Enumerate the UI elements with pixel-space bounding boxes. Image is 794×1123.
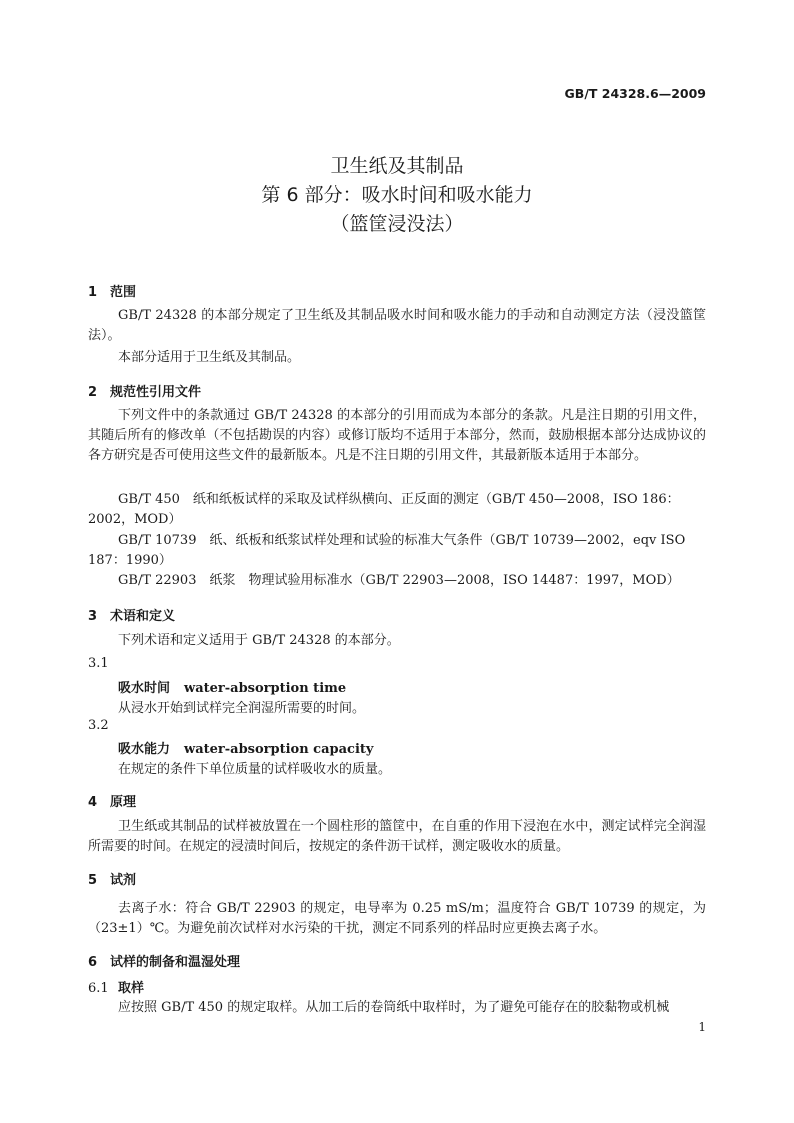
document-title — [0, 152, 794, 239]
reference-item: GB/T 10739 纸、纸板和纸浆试样处理和试验的标准大气条件（GB/T 10739—2002，eqv ISO 187：1990） — [88, 533, 686, 568]
section-number: 3 — [88, 609, 98, 624]
section-title: 术语和定义 — [110, 609, 176, 624]
section-title: 试剂 — [110, 873, 137, 888]
section-1-paragraph-1: GB/T 24328 的本部分规定了卫生纸及其制品吸水时间和吸水能力的手动和自动测定方法（浸没篮筐法）。 — [88, 308, 706, 343]
subsection-6-1-paragraph-1: 应按照 GB/T 450 的规定取样。从加工后的卷筒纸中取样时，为了避免可能存在的胶黏物或机械 — [118, 1000, 670, 1015]
section-1-paragraph-2: 本部分适用于卫生纸及其制品。 — [118, 350, 301, 365]
term-heading — [118, 738, 373, 757]
section-title: 试样的制备和温湿处理 — [110, 955, 241, 970]
subsection-number: 6.1 — [88, 981, 109, 996]
section-number: 1 — [88, 285, 98, 300]
title-line-3: （篮筐浸没法） — [330, 213, 464, 235]
section-5-paragraph-1: 去离子水：符合 GB/T 22903 的规定，电导率为 0.25 mS/m；温度符合 GB/T 10739 的规定，为（23±1）℃。为避免前次试样对水污染的干扰，测定不同系列的样品时应更换去离子水。 — [88, 901, 706, 936]
section-3-paragraph-1: 下列术语和定义适用于 GB/T 24328 的本部分。 — [118, 633, 400, 648]
term-english: water-absorption capacity — [184, 742, 374, 757]
standard-code: GB/T 24328.6—2009 — [564, 86, 706, 101]
reference-item: GB/T 450 纸和纸板试样的采取及试样纵横向、正反面的测定（GB/T 450—2008，ISO 186：2002，MOD） — [88, 492, 680, 527]
section-5-heading — [88, 869, 136, 888]
term-english: water-absorption time — [184, 681, 347, 696]
section-2-paragraph-1: 下列文件中的条款通过 GB/T 24328 的本部分的引用而成为本部分的条款。凡是注日期的引用文件，其随后所有的修改单（不包括勘误的内容）或修订版均不适用于本部分，然而，鼓励根据本部分达成协议的各方研究是否可使用这些文件的最新版本。凡是不注日期的引用文件，其最新版本适用于本部分。 — [88, 408, 706, 463]
term-chinese: 吸水时间 — [118, 681, 171, 696]
section-number: 2 — [88, 385, 98, 400]
term-heading — [118, 677, 346, 696]
section-3-heading — [88, 605, 175, 624]
section-4-heading — [88, 791, 136, 810]
section-2-heading — [88, 381, 201, 400]
section-number: 4 — [88, 795, 98, 810]
subsection-title: 取样 — [118, 981, 145, 996]
section-1-heading — [88, 281, 136, 300]
section-title: 规范性引用文件 — [110, 385, 202, 400]
term-definition: 在规定的条件下单位质量的试样吸收水的质量。 — [118, 762, 392, 777]
section-6-heading — [88, 951, 240, 970]
section-title: 原理 — [110, 795, 137, 810]
title-line-2: 第 6 部分：吸水时间和吸水能力 — [261, 184, 533, 206]
subsection-6-1-heading — [88, 977, 144, 996]
section-number: 6 — [88, 955, 98, 970]
term-number: 3.1 — [88, 656, 109, 671]
section-4-paragraph-1: 卫生纸或其制品的试样被放置在一个圆柱形的篮筐中，在自重的作用下浸泡在水中，测定试样完全润湿所需要的时间。在规定的浸渍时间后，按规定的条件沥干试样，测定吸收水的质量。 — [88, 819, 706, 854]
section-number: 5 — [88, 873, 98, 888]
term-chinese: 吸水能力 — [118, 742, 171, 757]
term-number: 3.2 — [88, 718, 109, 733]
reference-item: GB/T 22903 纸浆 物理试验用标准水（GB/T 22903—2008，ISO 14487：1997，MOD） — [118, 573, 680, 588]
title-line-1: 卫生纸及其制品 — [330, 155, 464, 177]
term-definition: 从浸水开始到试样完全润湿所需要的时间。 — [118, 701, 366, 716]
page-number: 1 — [698, 1020, 706, 1034]
section-title: 范围 — [110, 285, 137, 300]
